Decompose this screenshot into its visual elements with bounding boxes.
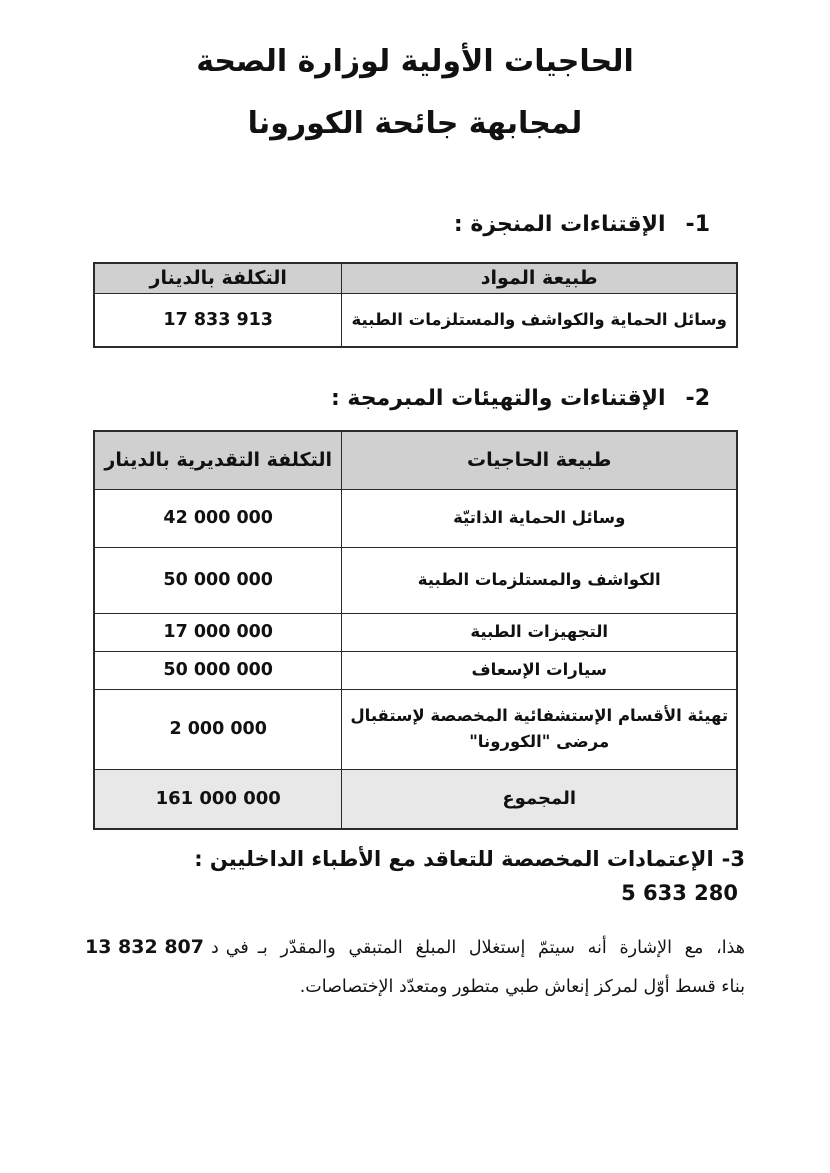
table2-row4-item: سيارات الإسعاف [342, 651, 737, 689]
table2-header-item: طبيعة الحاجيات [342, 431, 737, 489]
cost-value: 42 000 000 [163, 508, 273, 528]
table-row [94, 547, 737, 613]
table2-row3-cost [94, 613, 342, 651]
table2-row5-item: تهيئة الأقسام الإستشفائية المخصصة لإستقبال مرضى "الكورونا" [342, 689, 737, 769]
note-line-1 [85, 928, 745, 968]
table-row [94, 651, 737, 689]
note-line1-text: هذا، مع الإشارة أنه سيتمّ إستغلال المبلغ المتبقي والمقدّر بـ [257, 938, 745, 958]
cost-value: 17 000 000 [163, 622, 273, 642]
table2-row3-item: التجهيزات الطبية [342, 613, 737, 651]
cost-value: 50 000 000 [163, 660, 273, 680]
section1-heading-text: الإقتناءات المنجزة : [453, 212, 666, 237]
total-cost-value: 161 000 000 [155, 788, 281, 810]
dinar-abbreviation: د [211, 938, 219, 958]
table2-header-row [94, 431, 737, 489]
table1-header-cost: التكلفة بالدينار [94, 263, 342, 293]
table2-row4-cost [94, 651, 342, 689]
table2-row5-cost [94, 689, 342, 769]
table2-row1-item: وسائل الحماية الذاتيّة [342, 489, 737, 547]
document-title [0, 36, 830, 150]
table-row [94, 293, 737, 347]
completed-acquisitions-table [93, 262, 738, 348]
table1-header-item: طبيعة المواد [342, 263, 737, 293]
section1-number: 1- [685, 212, 710, 237]
table-row [94, 689, 737, 769]
table2-row2-item: الكواشف والمستلزمات الطبية [342, 547, 737, 613]
section3-number: 3- [721, 847, 745, 871]
table2-header-cost: التكلفة التقديرية بالدينار [94, 431, 342, 489]
section3-amount: 5 633 280 [621, 881, 738, 905]
section1-heading [0, 208, 710, 242]
table1-header-row [94, 263, 737, 293]
section2-heading-text: الإقتناءات والتهيئات المبرمجة : [330, 386, 666, 411]
title-line-1: الحاجيات الأولية لوزارة الصحة [196, 44, 634, 79]
table2-total-row [94, 769, 737, 829]
table1-row1-cost [94, 293, 342, 347]
closing-note [85, 928, 745, 1007]
table2-total-label: المجموع [342, 769, 737, 829]
section3-heading [85, 842, 745, 910]
title-line-2: لمجابهة جائحة الكورونا [247, 106, 583, 141]
table-row [94, 489, 737, 547]
cost-value: 50 000 000 [163, 570, 273, 590]
table2-total-cost [94, 769, 342, 829]
section2-number: 2- [685, 386, 710, 411]
note-word-fi: في [225, 938, 249, 958]
cost-value: 17 833 913 [163, 309, 273, 330]
table1-row1-item: وسائل الحماية والكواشف والمستلزمات الطبية [342, 293, 737, 347]
table2-row1-cost [94, 489, 342, 547]
table2-row2-cost [94, 547, 342, 613]
section2-heading [0, 382, 710, 416]
table-row [94, 613, 737, 651]
remaining-amount: 13 832 807 [85, 936, 204, 958]
cost-value: 2 000 000 [169, 719, 267, 739]
programmed-acquisitions-table [93, 430, 738, 830]
section3-heading-text: الإعتمادات المخصصة للتعاقد مع الأطباء الداخليين : [194, 847, 714, 871]
note-line-2: بناء قسط أوّل لمركز إنعاش طبي متطور ومتعدّد الإختصاصات. [299, 977, 745, 997]
